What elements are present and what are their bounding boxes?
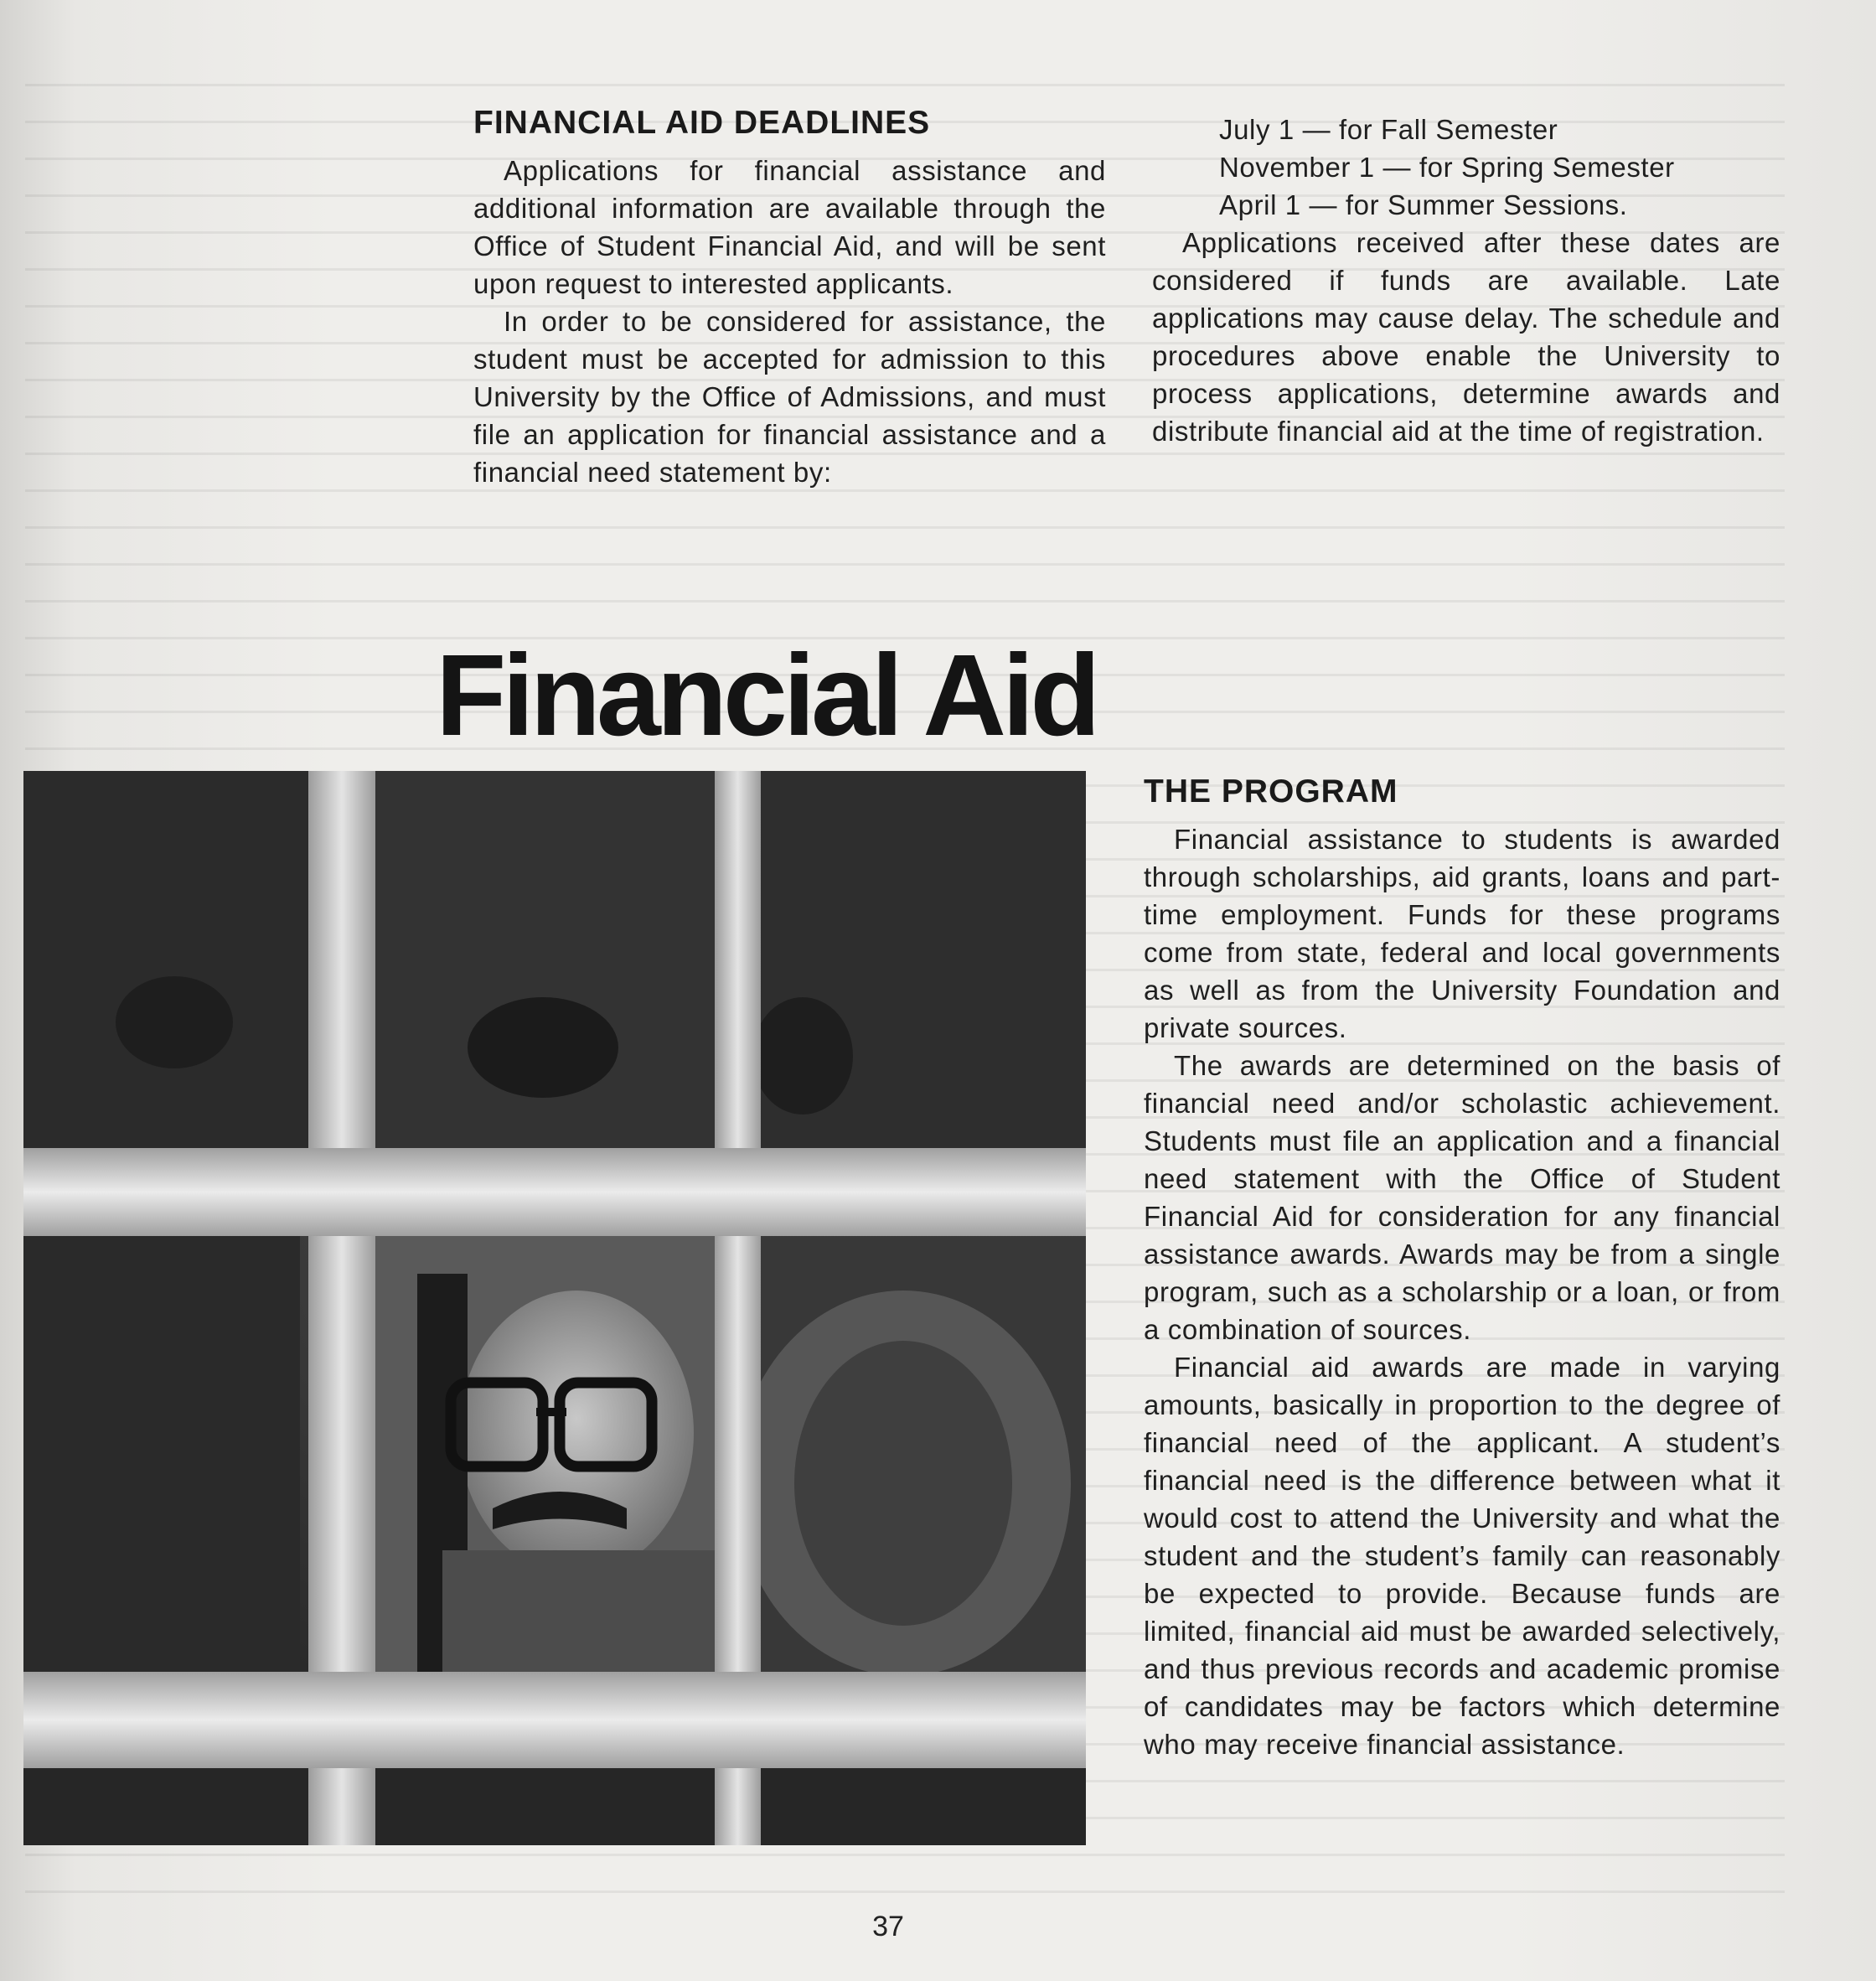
window-photo <box>23 771 1086 1845</box>
deadline-date: April 1 — for Summer Sessions. <box>1219 189 1628 220</box>
after-dates-paragraph: Applications received after these dates are considered if funds are available. Late applications may cause delay. The schedule and procedures above enable the University to process applications, determine awards and distribute financial aid at the time of registration. <box>1152 227 1780 447</box>
deadlines-paragraph: Applications for financial assistance and additional information are available through the Office of Student Financial Aid, and will be sent upon request to interested applicants. <box>473 155 1106 299</box>
page-number: 37 <box>872 1911 904 1942</box>
program-paragraph: The awards are determined on the basis of financial need and/or scholastic achievement. Students must file an application and a financial need statement with the Office of Student Financial Aid for consideration for any financial assistance awards. Awards may be from a single program, such as a scholarship or a loan, or from a combination of sources. <box>1144 1050 1780 1345</box>
program-heading: THE PROGRAM <box>1144 773 1398 809</box>
page-title: Financial Aid <box>436 631 1097 760</box>
deadline-date: November 1 — for Spring Semester <box>1219 152 1675 183</box>
deadlines-heading: FINANCIAL AID DEADLINES <box>473 105 931 141</box>
deadlines-column <box>473 104 1106 491</box>
deadline-date: July 1 — for Fall Semester <box>1219 114 1558 145</box>
program-paragraph: Financial aid awards are made in varying amounts, basically in proportion to the degree of financial need of the applicant. A student’s financial need is the difference between what it would cost to attend the University and what the student and the student’s family can reasonably be expected to provide. Because funds are limited, financial aid must be awarded selectively, and thus previous records and academic promise of candidates may be factors which determine who may receive financial assistance. <box>1144 1352 1780 1760</box>
deadlines-paragraph: In order to be considered for assistance, the student must be accepted for admission to this University by the Office of Admissions, and must file an application for financial assistance and a financial need statement by: <box>473 306 1106 488</box>
photo-image <box>23 771 1086 1845</box>
program-paragraph: Financial assistance to students is awarded through scholarships, aid grants, loans and part-time employment. Funds for these programs come from state, federal and local governments as well as from the University Foundation and private sources. <box>1144 824 1780 1043</box>
dates-column <box>1152 111 1780 450</box>
program-column <box>1144 773 1780 1763</box>
